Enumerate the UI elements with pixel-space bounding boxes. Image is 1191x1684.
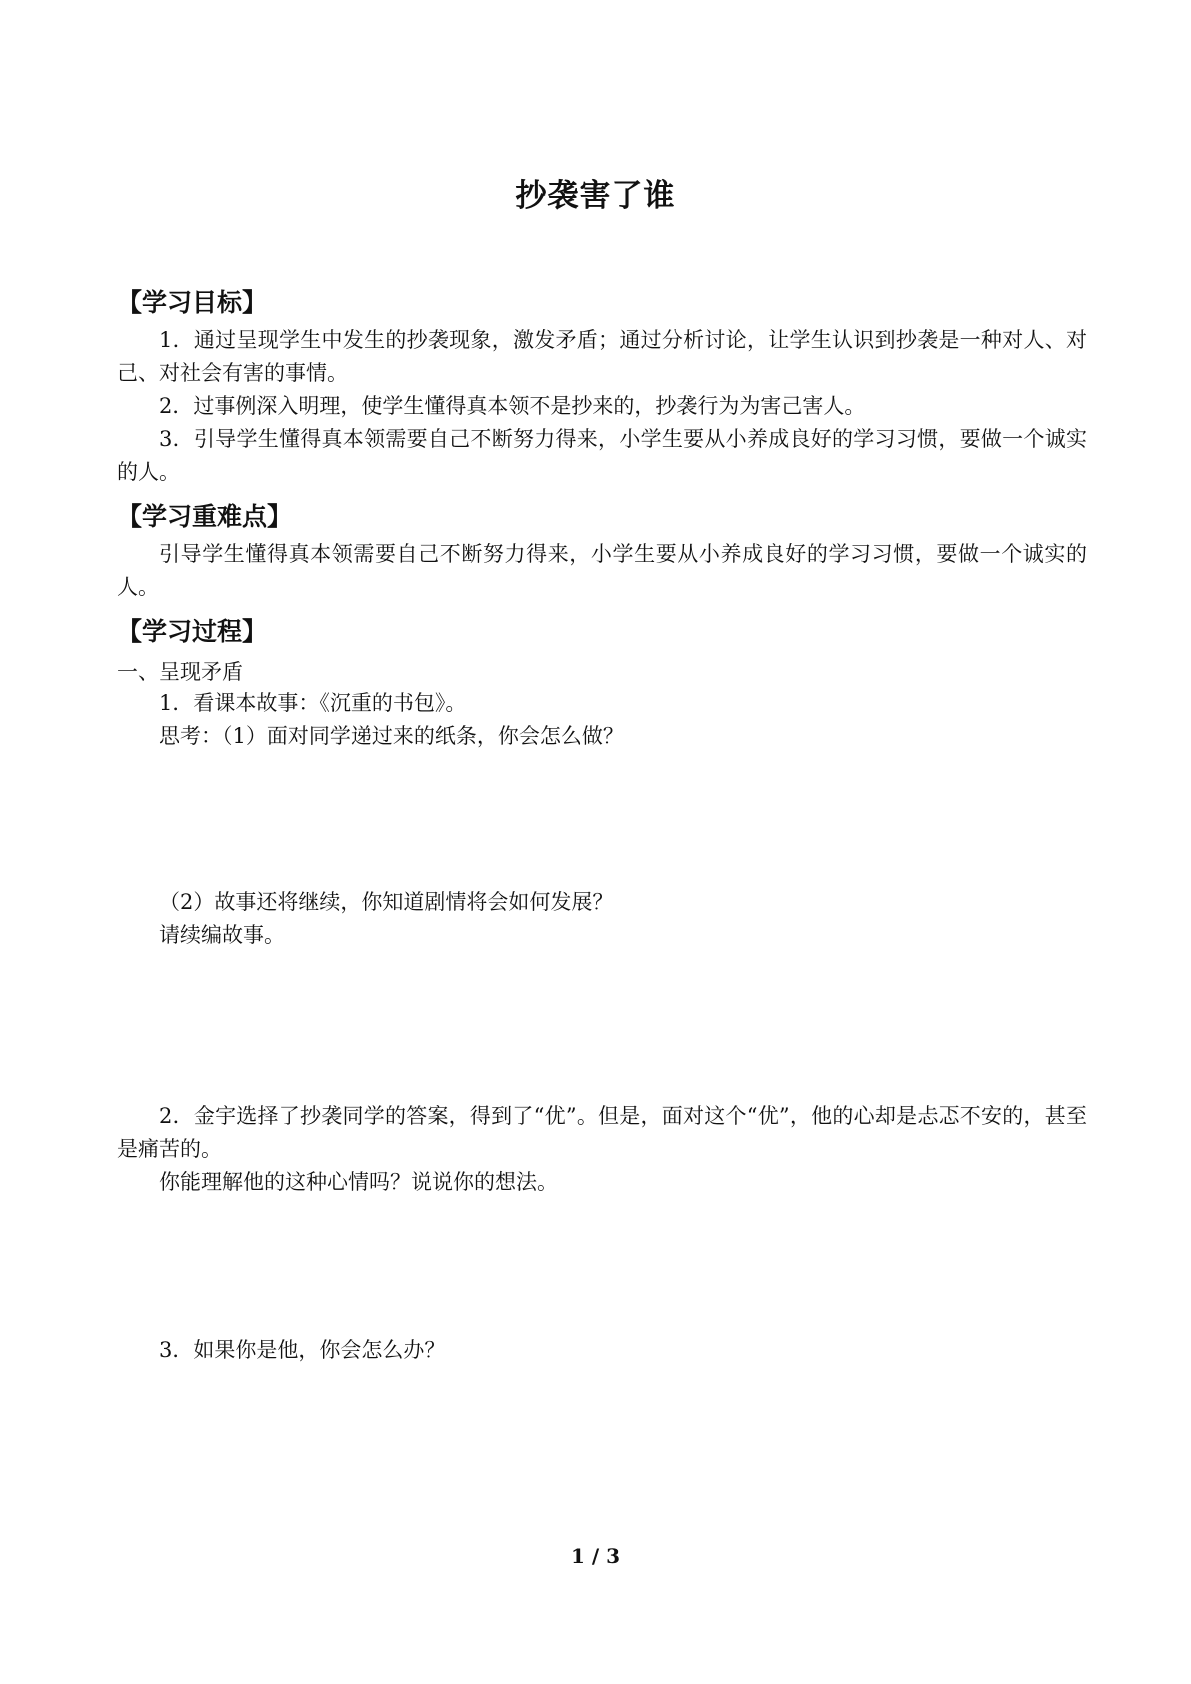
section-heading-process: 【学习过程】 [117,617,268,646]
process-q2: 2．金宇选择了抄袭同学的答案，得到了“优”。但是，面对这个“优”，他的心却是忐忑不安的，甚至是痛苦的。 [117,1104,1087,1161]
page-number: 1 / 3 [570,1544,621,1568]
section-heading-key-points: 【学习重难点】 [117,502,293,531]
process-q3: 3．如果你是他，你会怎么办？ [159,1338,446,1362]
process-q1-2-task: 请续编故事。 [159,923,285,947]
key-points-text: 引导学生懂得真本领需要自己不断努力得来，小学生要从小养成良好的学习习惯，要做一个诚实的人。 [117,542,1087,599]
goal-item-1: 1．通过呈现学生中发生的抄袭现象，激发矛盾；通过分析讨论，让学生认识到抄袭是一种对人、对己、对社会有害的事情。 [117,328,1087,385]
process-q1-think: 思考：（1）面对同学递过来的纸条，你会怎么做？ [159,724,624,748]
goal-item-3: 3．引导学生懂得真本领需要自己不断努力得来，小学生要从小养成良好的学习习惯，要做一个诚实的人。 [117,427,1087,484]
process-q1-2: （2）故事还将继续，你知道剧情将会如何发展？ [159,890,614,914]
goal-item-2: 2．过事例深入明理，使学生懂得真本领不是抄来的，抄袭行为为害己害人。 [159,394,866,418]
process-q2-ask: 你能理解他的这种心情吗？说说你的想法。 [159,1170,558,1194]
process-part1-title: 一、呈现矛盾 [117,660,243,684]
process-q1: 1．看课本故事：《沉重的书包》。 [159,691,467,715]
page-title: 抄袭害了谁 [515,178,676,214]
section-heading-goals: 【学习目标】 [117,288,268,317]
